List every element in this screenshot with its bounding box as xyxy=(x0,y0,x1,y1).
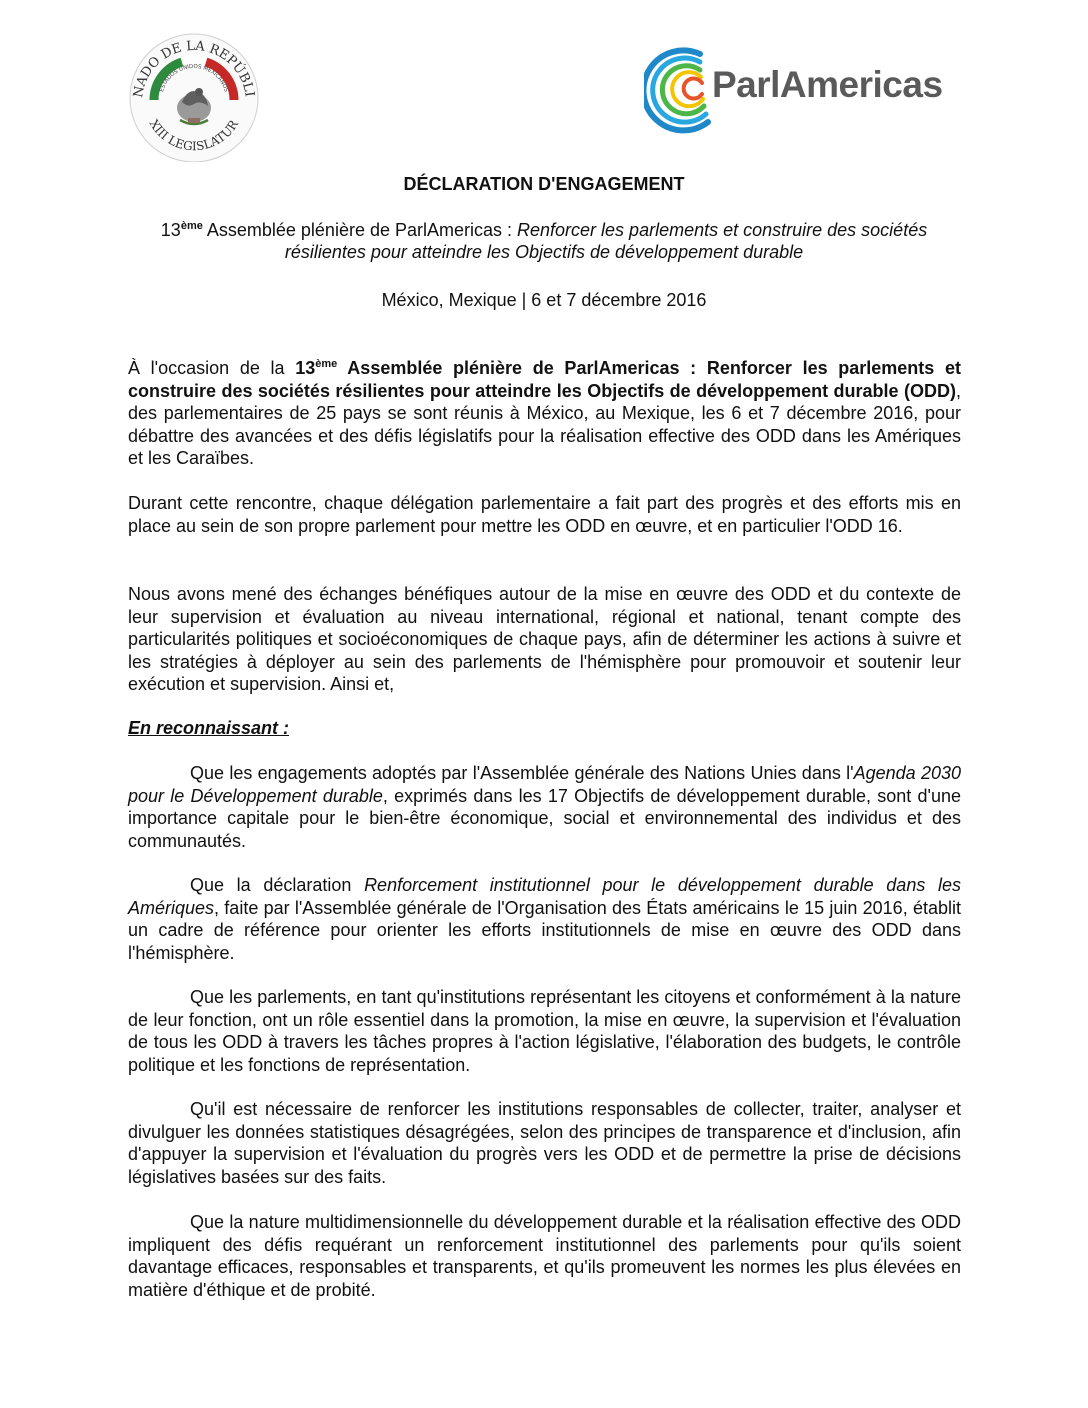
recital-2-text-b: , faite par l'Assemblée générale de l'Organisation des États américains le 15 juin 2016, établit un cadre de référence pour orienter les efforts institutionnels de mise en œuvre des ODD dans l'hémisphère. xyxy=(128,897,961,963)
seal-ring-text-top: NADO DE LA REPÚBLI xyxy=(131,38,257,99)
recital-5-text: Que la nature multidimensionnelle du développement durable et la réalisation effective des ODD impliquent des défis requérant un renforcement institutionnel des parlements pour qu'ils soient davantage efficaces, responsables et transparents, et qu'ils promeuvent les normes les plus élevées en matière d'éthique et de probité. xyxy=(128,1212,961,1300)
seal-ring-text-bottom: XIII LEGISLATUR xyxy=(146,117,241,154)
intro-bold-number: 13 xyxy=(295,358,316,378)
brand-name: ParlAmericas xyxy=(712,64,943,105)
place-and-date: México, Mexique | 6 et 7 décembre 2016 xyxy=(381,290,707,310)
recital-4 xyxy=(128,1098,961,1188)
intro-bold-title: Assemblée plénière de ParlAmericas : Renforcer les parlements et construire des sociétés résilientes pour atteindre les Objectifs de développement durable (ODD) xyxy=(128,358,961,401)
recital-1 xyxy=(128,762,961,852)
seal-inner-text: ESTADOS UNIDOS MEXICANOS xyxy=(159,63,229,93)
subtitle-plain: Assemblée plénière de ParlAmericas : xyxy=(202,220,518,240)
exchanges-paragraph xyxy=(128,583,961,696)
meeting-paragraph xyxy=(128,492,961,537)
swirl-logo-icon xyxy=(644,44,714,134)
senate-seal-logo xyxy=(124,28,264,162)
recital-5 xyxy=(128,1211,961,1301)
recognizing-heading-text: En reconnaissant : xyxy=(128,718,290,738)
recital-3-text: Que les parlements, en tant qu'institutions représentant les citoyens et conformément à la nature de leur fonction, ont un rôle essentiel dans la promotion, la mise en œuvre, la supervision et l'évaluation de tous les ODD à travers les tâches propres à l'action législative, l'élaboration des budgets, le contrôle politique et les fonctions de représentation. xyxy=(128,987,961,1075)
parlamericas-logo xyxy=(644,44,964,134)
intro-bold-superscript: ème xyxy=(315,358,338,370)
intro-rest: , des parlementaires de 25 pays se sont réunis à México, au Mexique, les 6 et 7 décembre 2016, pour débattre des avancées et des défis législatifs pour la réalisation effective des ODD dans les Amériques et les Caraïbes. xyxy=(128,380,961,469)
recital-1-italic: Agenda 2030 pour le Développement durable xyxy=(128,763,961,806)
document-subtitle xyxy=(140,219,948,263)
recital-2-text-a: Que la déclaration xyxy=(190,875,365,895)
meeting-text: Durant cette rencontre, chaque délégation parlementaire a fait part des progrès et des efforts mis en place au sein de son propre parlement pour mettre les ODD en œuvre, et en particulier l'ODD 16. xyxy=(128,493,961,536)
recognizing-heading xyxy=(128,717,961,740)
recital-2-italic: Renforcement institutionnel pour le développement durable dans les Amériques xyxy=(128,875,961,918)
subtitle-number: 13 xyxy=(160,220,181,240)
intro-lead: À l'occasion de la xyxy=(128,358,296,378)
recital-3 xyxy=(128,986,961,1076)
recital-2 xyxy=(128,874,961,964)
subtitle-superscript: ème xyxy=(180,220,203,232)
recital-4-text: Qu'il est nécessaire de renforcer les institutions responsables de collecter, traiter, analyser et divulguer les données statistiques désagrégées, selon des principes de transparence et d'inclusion, afin d'appuyer la supervision et l'évaluation du progrès vers les ODD et de permettre la prise de décisions législatives basées sur des faits. xyxy=(128,1099,961,1187)
document-title: DÉCLARATION D'ENGAGEMENT xyxy=(403,174,685,194)
subtitle-italic: Renforcer les parlements et construire des sociétés résilientes pour atteindre les Objectifs de développement durable xyxy=(284,220,928,262)
exchanges-text: Nous avons mené des échanges bénéfiques autour de la mise en œuvre des ODD et du contexte de leur supervision et évaluation au niveau international, régional et national, tenant compte des particularités politiques et socioéconomiques de chaque pays, afin de déterminer les actions à suivre et les stratégies à déployer au sein des parlements de l'hémisphère pour promouvoir et soutenir leur exécution et supervision. Ainsi et, xyxy=(128,584,961,695)
intro-paragraph xyxy=(128,357,961,470)
recital-1-text-a: Que les engagements adoptés par l'Assemblée générale des Nations Unies dans l' xyxy=(190,763,854,783)
recital-1-text-b: , exprimés dans les 17 Objectifs de développement durable, sont d'une importance capitale pour le bien-être économique, social et environnemental des individus et des communautés. xyxy=(128,785,961,851)
